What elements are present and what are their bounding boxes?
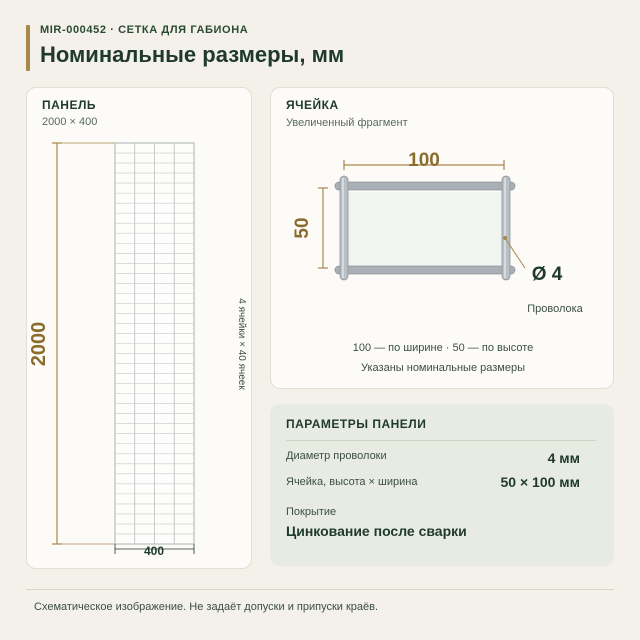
param-value-cell-size: 50 × 100 мм <box>500 474 580 490</box>
cell-caption-dimensions: 100 — по ширине · 50 — по высоте <box>352 342 534 354</box>
params-heading: ПАРАМЕТРЫ ПАНЕЛИ <box>286 417 427 431</box>
param-value-wire-diameter: 4 мм <box>547 450 580 466</box>
panel-cell-count-note: 4 ячейки × 40 ячеек <box>236 298 247 390</box>
panel-card <box>26 87 252 569</box>
accent-bar <box>26 25 30 71</box>
panel-heading: ПАНЕЛЬ <box>42 98 97 112</box>
wire-label: Проволока <box>527 303 583 315</box>
param-label-cell-size: Ячейка, высота × ширина <box>286 476 418 488</box>
cell-card <box>270 87 614 389</box>
cell-width-label: 100 <box>408 150 440 171</box>
panel-mesh-grid <box>115 143 194 544</box>
param-value-coating: Цинкование после сварки <box>286 523 467 539</box>
param-label-wire-diameter: Диаметр проволоки <box>286 450 387 462</box>
left-wire <box>340 176 348 280</box>
panel-width-label: 400 <box>143 544 165 558</box>
right-wire <box>502 176 510 280</box>
bottom-wire <box>335 266 515 274</box>
footer-divider <box>26 589 614 590</box>
panel-drawing <box>27 88 253 570</box>
footnote: Схематическое изображение. Не задаёт допуски и припуски краёв. <box>34 601 379 613</box>
cell-heading: ЯЧЕЙКА <box>286 98 339 112</box>
panel-size: 2000 × 400 <box>42 116 98 128</box>
panel-height-label: 2000 <box>28 321 50 367</box>
params-card <box>270 404 614 566</box>
cell-height-label: 50 <box>292 217 313 239</box>
cell-opening <box>347 192 503 266</box>
cell-subtitle: Увеличенный фрагмент <box>286 117 408 129</box>
top-wire <box>335 182 515 190</box>
params-divider <box>286 440 596 441</box>
wire-diameter-label: Ø 4 <box>531 264 563 285</box>
cell-caption-nominal: Указаны номинальные размеры <box>361 362 525 374</box>
product-sku: MIR-000452 · СЕТКА ДЛЯ ГАБИОНА <box>40 24 249 36</box>
param-label-coating: Покрытие <box>286 506 337 518</box>
page-title: Номинальные размеры, мм <box>40 42 345 67</box>
